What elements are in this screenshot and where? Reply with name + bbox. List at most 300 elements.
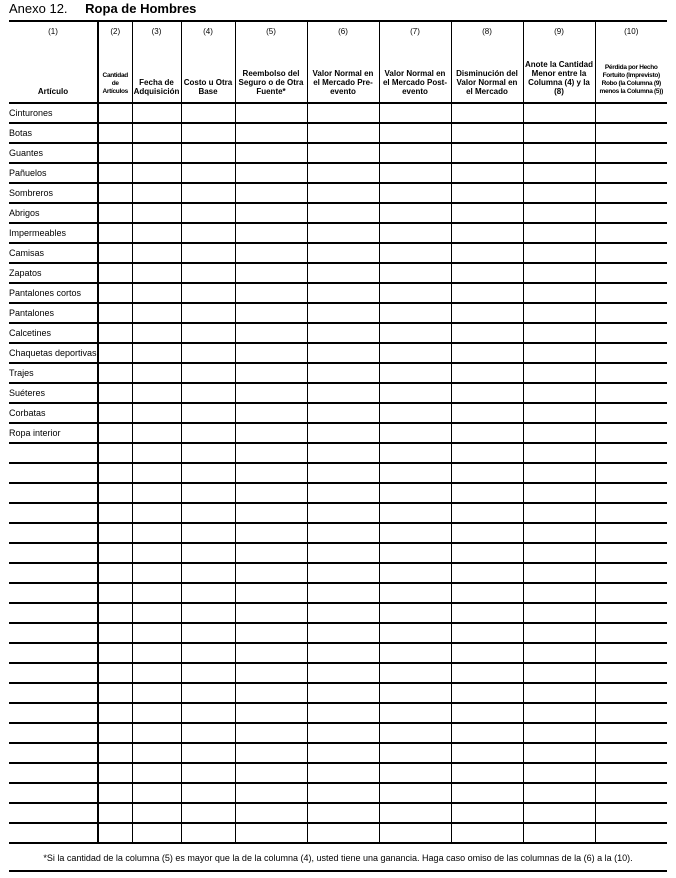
entry-cell[interactable]: [181, 283, 235, 303]
entry-cell[interactable]: [379, 383, 451, 403]
entry-cell[interactable]: [132, 703, 181, 723]
entry-cell[interactable]: [235, 323, 307, 343]
entry-cell[interactable]: [98, 223, 132, 243]
entry-cell[interactable]: [379, 363, 451, 383]
entry-cell[interactable]: [379, 183, 451, 203]
entry-cell[interactable]: [235, 583, 307, 603]
entry-cell[interactable]: [595, 703, 667, 723]
entry-cell[interactable]: [379, 423, 451, 443]
entry-cell[interactable]: [523, 723, 595, 743]
entry-cell[interactable]: [379, 623, 451, 643]
entry-cell[interactable]: [595, 823, 667, 843]
entry-cell[interactable]: [451, 683, 523, 703]
entry-cell[interactable]: [181, 563, 235, 583]
entry-cell[interactable]: [181, 623, 235, 643]
entry-cell[interactable]: [595, 303, 667, 323]
entry-cell[interactable]: [235, 683, 307, 703]
entry-cell[interactable]: [132, 383, 181, 403]
entry-cell[interactable]: [451, 543, 523, 563]
entry-cell[interactable]: [235, 563, 307, 583]
entry-cell[interactable]: [98, 543, 132, 563]
entry-cell[interactable]: [307, 403, 379, 423]
entry-cell[interactable]: [181, 763, 235, 783]
entry-cell[interactable]: [235, 823, 307, 843]
entry-cell[interactable]: [595, 683, 667, 703]
entry-cell[interactable]: [307, 283, 379, 303]
entry-cell[interactable]: [235, 463, 307, 483]
entry-cell[interactable]: [451, 623, 523, 643]
entry-cell[interactable]: [98, 603, 132, 623]
entry-cell[interactable]: [451, 763, 523, 783]
entry-cell[interactable]: [132, 743, 181, 763]
entry-cell[interactable]: [98, 683, 132, 703]
entry-cell[interactable]: [235, 803, 307, 823]
entry-cell[interactable]: [379, 563, 451, 583]
entry-cell[interactable]: [451, 243, 523, 263]
entry-cell[interactable]: [523, 683, 595, 703]
entry-cell[interactable]: [98, 383, 132, 403]
entry-cell[interactable]: [451, 823, 523, 843]
entry-cell[interactable]: [595, 743, 667, 763]
entry-cell[interactable]: [132, 323, 181, 343]
entry-cell[interactable]: [379, 603, 451, 623]
entry-cell[interactable]: [523, 823, 595, 843]
entry-cell[interactable]: [181, 603, 235, 623]
entry-cell[interactable]: [379, 703, 451, 723]
entry-cell[interactable]: [132, 603, 181, 623]
entry-cell[interactable]: [307, 823, 379, 843]
entry-cell[interactable]: [451, 563, 523, 583]
entry-cell[interactable]: [595, 783, 667, 803]
entry-cell[interactable]: [98, 583, 132, 603]
entry-cell[interactable]: [132, 683, 181, 703]
entry-cell[interactable]: [451, 143, 523, 163]
entry-cell[interactable]: [379, 763, 451, 783]
entry-cell[interactable]: [595, 623, 667, 643]
entry-cell[interactable]: [451, 263, 523, 283]
entry-cell[interactable]: [523, 303, 595, 323]
entry-cell[interactable]: [595, 503, 667, 523]
entry-cell[interactable]: [595, 603, 667, 623]
entry-cell[interactable]: [523, 663, 595, 683]
entry-cell[interactable]: [98, 643, 132, 663]
entry-cell[interactable]: [451, 423, 523, 443]
entry-cell[interactable]: [235, 223, 307, 243]
entry-cell[interactable]: [307, 303, 379, 323]
entry-cell[interactable]: [307, 803, 379, 823]
entry-cell[interactable]: [307, 643, 379, 663]
entry-cell[interactable]: [451, 103, 523, 123]
entry-cell[interactable]: [98, 303, 132, 323]
entry-cell[interactable]: [523, 343, 595, 363]
entry-cell[interactable]: [132, 103, 181, 123]
entry-cell[interactable]: [523, 203, 595, 223]
entry-cell[interactable]: [235, 543, 307, 563]
entry-cell[interactable]: [235, 203, 307, 223]
entry-cell[interactable]: [523, 103, 595, 123]
entry-cell[interactable]: [379, 803, 451, 823]
entry-cell[interactable]: [595, 323, 667, 343]
entry-cell[interactable]: [132, 723, 181, 743]
entry-cell[interactable]: [98, 203, 132, 223]
entry-cell[interactable]: [451, 703, 523, 723]
entry-cell[interactable]: [235, 263, 307, 283]
entry-cell[interactable]: [451, 203, 523, 223]
entry-cell[interactable]: [181, 343, 235, 363]
entry-cell[interactable]: [98, 123, 132, 143]
entry-cell[interactable]: [98, 803, 132, 823]
entry-cell[interactable]: [235, 243, 307, 263]
entry-cell[interactable]: [307, 163, 379, 183]
entry-cell[interactable]: [307, 543, 379, 563]
entry-cell[interactable]: [307, 623, 379, 643]
entry-cell[interactable]: [523, 163, 595, 183]
entry-cell[interactable]: [98, 323, 132, 343]
entry-cell[interactable]: [181, 143, 235, 163]
entry-cell[interactable]: [523, 183, 595, 203]
entry-cell[interactable]: [451, 383, 523, 403]
entry-cell[interactable]: [307, 183, 379, 203]
entry-cell[interactable]: [181, 583, 235, 603]
entry-cell[interactable]: [379, 283, 451, 303]
entry-cell[interactable]: [451, 803, 523, 823]
entry-cell[interactable]: [132, 363, 181, 383]
entry-cell[interactable]: [595, 283, 667, 303]
entry-cell[interactable]: [181, 203, 235, 223]
entry-cell[interactable]: [181, 523, 235, 543]
entry-cell[interactable]: [132, 443, 181, 463]
entry-cell[interactable]: [451, 603, 523, 623]
entry-cell[interactable]: [595, 563, 667, 583]
entry-cell[interactable]: [132, 283, 181, 303]
entry-cell[interactable]: [451, 343, 523, 363]
entry-cell[interactable]: [181, 423, 235, 443]
entry-cell[interactable]: [307, 683, 379, 703]
entry-cell[interactable]: [379, 223, 451, 243]
entry-cell[interactable]: [307, 363, 379, 383]
entry-cell[interactable]: [379, 783, 451, 803]
entry-cell[interactable]: [132, 643, 181, 663]
entry-cell[interactable]: [451, 463, 523, 483]
entry-cell[interactable]: [451, 583, 523, 603]
entry-cell[interactable]: [181, 223, 235, 243]
entry-cell[interactable]: [181, 683, 235, 703]
entry-cell[interactable]: [523, 323, 595, 343]
entry-cell[interactable]: [181, 103, 235, 123]
entry-cell[interactable]: [235, 123, 307, 143]
entry-cell[interactable]: [98, 403, 132, 423]
entry-cell[interactable]: [379, 643, 451, 663]
entry-cell[interactable]: [379, 263, 451, 283]
entry-cell[interactable]: [451, 663, 523, 683]
entry-cell[interactable]: [98, 243, 132, 263]
entry-cell[interactable]: [523, 363, 595, 383]
entry-cell[interactable]: [523, 783, 595, 803]
entry-cell[interactable]: [307, 743, 379, 763]
entry-cell[interactable]: [235, 703, 307, 723]
entry-cell[interactable]: [181, 463, 235, 483]
entry-cell[interactable]: [523, 223, 595, 243]
entry-cell[interactable]: [523, 403, 595, 423]
entry-cell[interactable]: [235, 143, 307, 163]
entry-cell[interactable]: [307, 603, 379, 623]
entry-cell[interactable]: [235, 183, 307, 203]
entry-cell[interactable]: [379, 123, 451, 143]
entry-cell[interactable]: [307, 423, 379, 443]
entry-cell[interactable]: [523, 423, 595, 443]
entry-cell[interactable]: [595, 763, 667, 783]
entry-cell[interactable]: [181, 183, 235, 203]
entry-cell[interactable]: [523, 623, 595, 643]
entry-cell[interactable]: [181, 823, 235, 843]
entry-cell[interactable]: [181, 363, 235, 383]
entry-cell[interactable]: [451, 643, 523, 663]
entry-cell[interactable]: [235, 503, 307, 523]
entry-cell[interactable]: [379, 243, 451, 263]
entry-cell[interactable]: [98, 263, 132, 283]
entry-cell[interactable]: [451, 503, 523, 523]
entry-cell[interactable]: [181, 743, 235, 763]
entry-cell[interactable]: [379, 543, 451, 563]
entry-cell[interactable]: [307, 503, 379, 523]
entry-cell[interactable]: [379, 663, 451, 683]
entry-cell[interactable]: [307, 563, 379, 583]
entry-cell[interactable]: [523, 143, 595, 163]
entry-cell[interactable]: [235, 603, 307, 623]
entry-cell[interactable]: [523, 483, 595, 503]
entry-cell[interactable]: [307, 523, 379, 543]
entry-cell[interactable]: [523, 523, 595, 543]
entry-cell[interactable]: [379, 463, 451, 483]
entry-cell[interactable]: [98, 823, 132, 843]
entry-cell[interactable]: [451, 283, 523, 303]
entry-cell[interactable]: [595, 343, 667, 363]
entry-cell[interactable]: [235, 743, 307, 763]
entry-cell[interactable]: [523, 503, 595, 523]
entry-cell[interactable]: [523, 383, 595, 403]
entry-cell[interactable]: [181, 643, 235, 663]
entry-cell[interactable]: [235, 383, 307, 403]
entry-cell[interactable]: [595, 243, 667, 263]
entry-cell[interactable]: [132, 163, 181, 183]
entry-cell[interactable]: [307, 123, 379, 143]
entry-cell[interactable]: [181, 303, 235, 323]
entry-cell[interactable]: [181, 383, 235, 403]
entry-cell[interactable]: [181, 403, 235, 423]
entry-cell[interactable]: [523, 283, 595, 303]
entry-cell[interactable]: [307, 483, 379, 503]
entry-cell[interactable]: [307, 583, 379, 603]
entry-cell[interactable]: [235, 303, 307, 323]
entry-cell[interactable]: [595, 203, 667, 223]
entry-cell[interactable]: [595, 523, 667, 543]
entry-cell[interactable]: [451, 163, 523, 183]
entry-cell[interactable]: [307, 143, 379, 163]
entry-cell[interactable]: [181, 503, 235, 523]
entry-cell[interactable]: [595, 143, 667, 163]
entry-cell[interactable]: [235, 763, 307, 783]
entry-cell[interactable]: [98, 563, 132, 583]
entry-cell[interactable]: [451, 443, 523, 463]
entry-cell[interactable]: [132, 803, 181, 823]
entry-cell[interactable]: [595, 463, 667, 483]
entry-cell[interactable]: [307, 243, 379, 263]
entry-cell[interactable]: [595, 643, 667, 663]
entry-cell[interactable]: [181, 243, 235, 263]
entry-cell[interactable]: [181, 443, 235, 463]
entry-cell[interactable]: [523, 463, 595, 483]
entry-cell[interactable]: [132, 763, 181, 783]
entry-cell[interactable]: [595, 803, 667, 823]
entry-cell[interactable]: [235, 163, 307, 183]
entry-cell[interactable]: [132, 343, 181, 363]
entry-cell[interactable]: [523, 703, 595, 723]
entry-cell[interactable]: [451, 783, 523, 803]
entry-cell[interactable]: [451, 523, 523, 543]
entry-cell[interactable]: [595, 383, 667, 403]
entry-cell[interactable]: [379, 743, 451, 763]
entry-cell[interactable]: [181, 323, 235, 343]
entry-cell[interactable]: [451, 723, 523, 743]
entry-cell[interactable]: [523, 643, 595, 663]
entry-cell[interactable]: [235, 723, 307, 743]
entry-cell[interactable]: [181, 163, 235, 183]
entry-cell[interactable]: [307, 463, 379, 483]
entry-cell[interactable]: [235, 283, 307, 303]
entry-cell[interactable]: [98, 483, 132, 503]
entry-cell[interactable]: [307, 723, 379, 743]
entry-cell[interactable]: [523, 603, 595, 623]
entry-cell[interactable]: [98, 283, 132, 303]
entry-cell[interactable]: [307, 703, 379, 723]
entry-cell[interactable]: [132, 583, 181, 603]
entry-cell[interactable]: [595, 663, 667, 683]
entry-cell[interactable]: [595, 183, 667, 203]
entry-cell[interactable]: [379, 443, 451, 463]
entry-cell[interactable]: [132, 563, 181, 583]
entry-cell[interactable]: [98, 503, 132, 523]
entry-cell[interactable]: [307, 263, 379, 283]
entry-cell[interactable]: [595, 423, 667, 443]
entry-cell[interactable]: [98, 783, 132, 803]
entry-cell[interactable]: [379, 103, 451, 123]
entry-cell[interactable]: [379, 203, 451, 223]
entry-cell[interactable]: [181, 123, 235, 143]
entry-cell[interactable]: [98, 423, 132, 443]
entry-cell[interactable]: [98, 103, 132, 123]
entry-cell[interactable]: [98, 163, 132, 183]
entry-cell[interactable]: [98, 363, 132, 383]
entry-cell[interactable]: [523, 583, 595, 603]
entry-cell[interactable]: [595, 583, 667, 603]
entry-cell[interactable]: [98, 763, 132, 783]
entry-cell[interactable]: [595, 403, 667, 423]
entry-cell[interactable]: [307, 343, 379, 363]
entry-cell[interactable]: [595, 103, 667, 123]
entry-cell[interactable]: [235, 663, 307, 683]
entry-cell[interactable]: [132, 143, 181, 163]
entry-cell[interactable]: [523, 263, 595, 283]
entry-cell[interactable]: [98, 523, 132, 543]
entry-cell[interactable]: [451, 363, 523, 383]
entry-cell[interactable]: [98, 743, 132, 763]
entry-cell[interactable]: [379, 523, 451, 543]
entry-cell[interactable]: [523, 803, 595, 823]
entry-cell[interactable]: [181, 703, 235, 723]
entry-cell[interactable]: [132, 503, 181, 523]
entry-cell[interactable]: [451, 123, 523, 143]
entry-cell[interactable]: [523, 443, 595, 463]
entry-cell[interactable]: [379, 143, 451, 163]
entry-cell[interactable]: [235, 523, 307, 543]
entry-cell[interactable]: [132, 483, 181, 503]
entry-cell[interactable]: [379, 683, 451, 703]
entry-cell[interactable]: [523, 243, 595, 263]
entry-cell[interactable]: [595, 483, 667, 503]
entry-cell[interactable]: [181, 723, 235, 743]
entry-cell[interactable]: [595, 263, 667, 283]
entry-cell[interactable]: [132, 263, 181, 283]
entry-cell[interactable]: [451, 303, 523, 323]
entry-cell[interactable]: [235, 783, 307, 803]
entry-cell[interactable]: [181, 483, 235, 503]
entry-cell[interactable]: [132, 123, 181, 143]
entry-cell[interactable]: [132, 303, 181, 323]
entry-cell[interactable]: [379, 823, 451, 843]
entry-cell[interactable]: [98, 723, 132, 743]
entry-cell[interactable]: [235, 623, 307, 643]
entry-cell[interactable]: [98, 663, 132, 683]
entry-cell[interactable]: [595, 443, 667, 463]
entry-cell[interactable]: [132, 223, 181, 243]
entry-cell[interactable]: [235, 643, 307, 663]
entry-cell[interactable]: [132, 403, 181, 423]
entry-cell[interactable]: [235, 103, 307, 123]
entry-cell[interactable]: [235, 403, 307, 423]
entry-cell[interactable]: [132, 823, 181, 843]
entry-cell[interactable]: [451, 483, 523, 503]
entry-cell[interactable]: [307, 383, 379, 403]
entry-cell[interactable]: [307, 763, 379, 783]
entry-cell[interactable]: [181, 803, 235, 823]
entry-cell[interactable]: [132, 623, 181, 643]
entry-cell[interactable]: [98, 703, 132, 723]
entry-cell[interactable]: [132, 183, 181, 203]
entry-cell[interactable]: [451, 403, 523, 423]
entry-cell[interactable]: [523, 763, 595, 783]
entry-cell[interactable]: [181, 663, 235, 683]
entry-cell[interactable]: [235, 423, 307, 443]
entry-cell[interactable]: [379, 503, 451, 523]
entry-cell[interactable]: [595, 223, 667, 243]
entry-cell[interactable]: [379, 303, 451, 323]
entry-cell[interactable]: [379, 483, 451, 503]
entry-cell[interactable]: [379, 323, 451, 343]
entry-cell[interactable]: [132, 463, 181, 483]
entry-cell[interactable]: [132, 523, 181, 543]
entry-cell[interactable]: [523, 563, 595, 583]
entry-cell[interactable]: [132, 203, 181, 223]
entry-cell[interactable]: [451, 183, 523, 203]
entry-cell[interactable]: [235, 363, 307, 383]
entry-cell[interactable]: [181, 783, 235, 803]
entry-cell[interactable]: [181, 543, 235, 563]
entry-cell[interactable]: [595, 123, 667, 143]
entry-cell[interactable]: [523, 743, 595, 763]
entry-cell[interactable]: [132, 423, 181, 443]
entry-cell[interactable]: [132, 543, 181, 563]
entry-cell[interactable]: [595, 543, 667, 563]
